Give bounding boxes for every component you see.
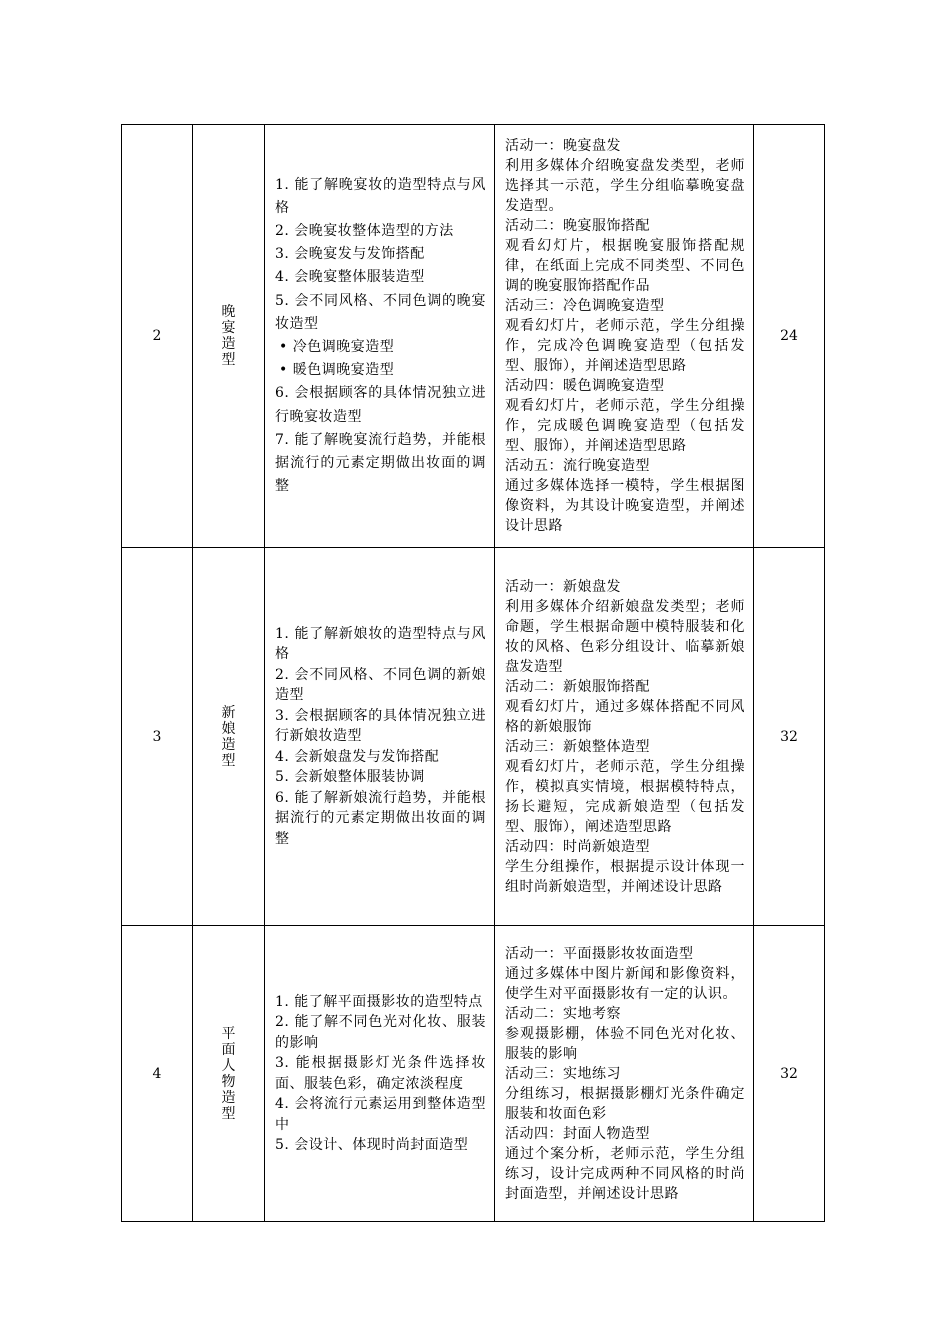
activity-title: 活动二：实地考察 (505, 1005, 621, 1022)
hours-cell: 24 (754, 125, 825, 548)
module-name: 晚宴造型 (221, 304, 236, 368)
goal-item: 2. 能了解不同色光对化妆、服装的影响 (275, 1014, 486, 1051)
goal-item: 6. 能了解新娘流行趋势，并能根据流行的元素定期做出妆面的调整 (275, 789, 486, 847)
activity-desc: 观看幻灯片，老师示范，学生分组操作，完成冷色调晚宴造型（包括发型、服饰），并阐述造型思路 (505, 318, 745, 374)
goal-item: 5. 会新娘整体服装协调 (275, 769, 425, 786)
goal-item: 4. 会新娘盘发与发饰搭配 (275, 748, 440, 765)
module-name-cell (193, 125, 265, 548)
goal-item: 3. 会根据顾客的具体情况独立进行新娘妆造型 (275, 707, 486, 745)
goal-item: 4. 会将流行元素运用到整体造型中 (275, 1096, 486, 1133)
goal-item: 1. 能了解晚宴妆的造型特点与风格 (275, 176, 486, 216)
activity-desc: 学生分组操作，根据提示设计体现一组时尚新娘造型，并阐述设计思路 (505, 858, 745, 895)
goal-item: 3. 会晚宴发与发饰搭配 (275, 246, 425, 263)
goal-item: 5. 会不同风格、不同色调的晚宴妆造型 (275, 292, 486, 332)
goal-item: 4. 会晚宴整体服装造型 (275, 269, 425, 286)
goal-item: 1. 能了解新娘妆的造型特点与风格 (275, 625, 486, 663)
activity-title: 活动四：时尚新娘造型 (505, 838, 650, 855)
activity-desc: 参观摄影棚，体验不同色光对化妆、服装的影响 (505, 1025, 745, 1062)
activity-title: 活动一：晚宴盘发 (505, 138, 621, 154)
activity-title: 活动三：冷色调晚宴造型 (505, 298, 665, 314)
activities-cell (495, 548, 754, 926)
goals-cell (265, 125, 495, 548)
activity-title: 活动五：流行晚宴造型 (505, 458, 650, 474)
goals-cell (265, 926, 495, 1222)
activity-desc: 通过多媒体中图片新闻和影像资料，使学生对平面摄影妆有一定的认识。 (505, 965, 745, 1002)
goal-item: 1. 能了解平面摄影妆的造型特点 (275, 993, 483, 1010)
activity-title: 活动四：暖色调晚宴造型 (505, 378, 665, 394)
goal-item: 5. 会设计、体现时尚封面造型 (275, 1137, 469, 1153)
row-number: 3 (122, 548, 193, 926)
activity-desc: 观看幻灯片，根据晚宴服饰搭配规律，在纸面上完成不同类型、不同色调的晚宴服饰搭配作品 (505, 238, 745, 294)
goals-cell (265, 548, 495, 926)
activity-desc: 通过多媒体选择一模特，学生根据图像资料，为其设计晚宴造型，并阐述设计思路 (505, 478, 745, 534)
module-name: 新娘造型 (221, 704, 236, 769)
activity-title: 活动一：平面摄影妆妆面造型 (505, 945, 694, 962)
goal-item: 3. 能根据摄影灯光条件选择妆面、服装色彩，确定浓淡程度 (275, 1055, 486, 1092)
row-number: 4 (122, 926, 193, 1222)
goal-item: 6. 会根据顾客的具体情况独立进行晚宴妆造型 (275, 385, 486, 425)
hours-cell: 32 (754, 926, 825, 1222)
table-row (122, 125, 825, 548)
activity-desc: 观看幻灯片，老师示范，学生分组操作，模拟真实情境，根据模特特点，扬长避短，完成新娘造型（包括发型、服饰），阐述造型思路 (505, 758, 745, 835)
activity-title: 活动二：新娘服饰搭配 (505, 678, 650, 695)
activity-title: 活动一：新娘盘发 (505, 578, 621, 595)
goal-item: 2. 会晚宴妆整体造型的方法 (275, 222, 454, 239)
goal-item: • 冷色调晚宴造型 (279, 339, 395, 355)
hours-cell: 32 (754, 548, 825, 926)
activity-title: 活动三：新娘整体造型 (505, 738, 650, 755)
activity-desc: 利用多媒体介绍晚宴盘发类型，老师选择其一示范，学生分组临摹晚宴盘发造型。 (505, 158, 745, 214)
row-number: 2 (122, 125, 193, 548)
goal-item: 7. 能了解晚宴流行趋势，并能根据流行的元素定期做出妆面的调整 (275, 431, 486, 495)
activity-desc: 利用多媒体介绍新娘盘发类型；老师命题，学生根据命题中模特服装和化妆的风格、色彩分组设计、临摹新娘盘发造型 (505, 598, 745, 675)
table-row (122, 548, 825, 926)
table-row (122, 926, 825, 1222)
activity-desc: 分组练习，根据摄影棚灯光条件确定服装和妆面色彩 (505, 1085, 745, 1122)
activity-desc: 通过个案分析，老师示范，学生分组练习，设计完成两种不同风格的时尚封面造型，并阐述设计思路 (505, 1145, 745, 1202)
goal-item: 2. 会不同风格、不同色调的新娘造型 (275, 666, 486, 704)
module-name-cell (193, 548, 265, 926)
activity-title: 活动二：晚宴服饰搭配 (505, 218, 650, 234)
goal-item: • 暖色调晚宴造型 (279, 362, 395, 379)
activities-cell (495, 926, 754, 1222)
module-name-cell (193, 926, 265, 1222)
course-table (121, 124, 825, 1222)
activities-cell (495, 125, 754, 548)
activity-desc: 观看幻灯片，通过多媒体搭配不同风格的新娘服饰 (505, 698, 745, 735)
activity-desc: 观看幻灯片，老师示范，学生分组操作，完成暖色调晚宴造型（包括发型、服饰），并阐述造型思路 (505, 398, 745, 454)
activity-title: 活动四：封面人物造型 (505, 1125, 650, 1142)
module-name: 平面人物造型 (221, 1025, 236, 1122)
activity-title: 活动三：实地练习 (505, 1065, 621, 1082)
